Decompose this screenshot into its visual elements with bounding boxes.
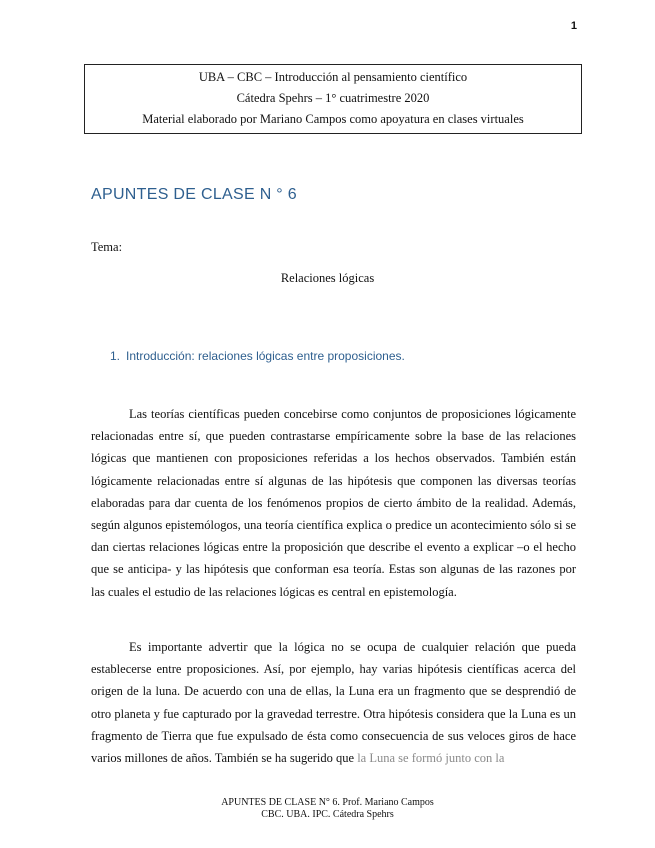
header-line-catedra: Cátedra Spehrs – 1° cuatrimestre 2020 <box>236 91 430 105</box>
paragraph-1: Las teorías científicas pueden concebirse como conjuntos de proposiciones lógicamente relacionadas entre sí, que pueden contrastarse empíricamente sobre la base de las relaciones lógicas que mantienen con proposiciones referidas a los hechos observados. También están lógicamente relacionadas entre sí algunas de las hipótesis que componen las diversas teorías elaboradas para dar cuenta de los fenómenos propios de cierto ámbito de la realidad. Además, según algunos epistemólogos, una teoría científica explica o predice un acontecimiento sólo si se dan ciertas relaciones lógicas entre la proposición que describe el evento a explicar –o el hecho que se anticipa- y las hipótesis que conforman esa teoría. Estas son algunas de las razones por las cuales el estudio de las relaciones lógicas es central en epistemología. <box>91 407 576 599</box>
section-title: Introducción: relaciones lógicas entre proposiciones. <box>126 349 405 363</box>
paragraph-2 <box>91 636 576 769</box>
topic-title: Relaciones lógicas <box>280 271 375 285</box>
header-box <box>84 64 582 134</box>
header-line-author: Material elaborado por Mariano Campos como apoyatura en clases virtuales <box>142 112 524 126</box>
section-heading <box>110 349 405 363</box>
paragraph-2-text: Es importante advertir que la lógica no se ocupa de cualquier relación que pueda establecerse entre proposiciones. Así, por ejemplo, hay varias hipótesis científicas acerca del origen de la luna. De acuerdo con una de ellas, la Luna era un fragmento que se desprendió de otro planeta y fue capturado por la gravedad terrestre. Otra hipótesis considera que la Luna es un fragmento de Tierra que fue expulsado de ésta como consecuencia de sus veloces giros de hace varios millones de años. También se ha sugerido que <box>91 640 576 766</box>
document-title: APUNTES DE CLASE N ° 6 <box>91 186 297 203</box>
section-number: 1. <box>110 349 121 363</box>
footer-line-1: APUNTES DE CLASE N° 6. Prof. Mariano Campos <box>221 797 434 808</box>
page-number: 1 <box>570 20 577 32</box>
header-line-university: UBA – CBC – Introducción al pensamiento científico <box>198 70 468 84</box>
footer-line-2: CBC. UBA. IPC. Cátedra Spehrs <box>261 809 394 820</box>
page-footer <box>0 797 655 821</box>
tema-label: Tema: <box>91 240 123 254</box>
paragraph-2-faded-text: la Luna se formó junto con la <box>354 751 505 766</box>
